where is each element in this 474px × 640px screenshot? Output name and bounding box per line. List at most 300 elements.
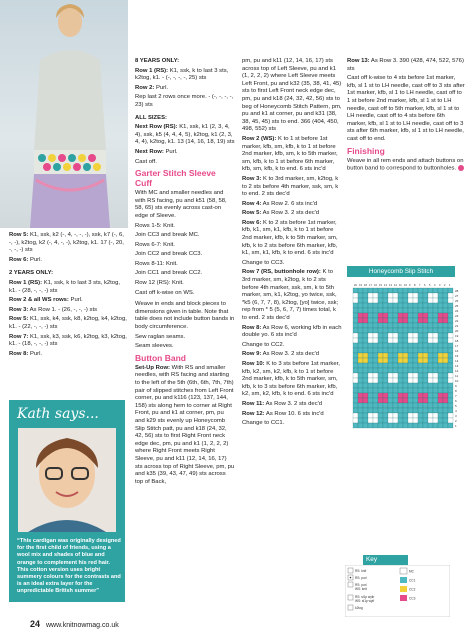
row-number: 1	[455, 424, 457, 428]
chart-cell	[353, 408, 358, 413]
chart-cell	[438, 393, 443, 398]
chart-cell	[408, 298, 413, 303]
chart-cell	[423, 313, 428, 318]
chart-cell	[403, 423, 408, 428]
chart-cell	[403, 413, 408, 418]
chart-cell	[428, 298, 433, 303]
chart-cell	[428, 378, 433, 383]
chart-cell	[403, 403, 408, 408]
chart-cell	[383, 373, 388, 378]
chart-cell	[358, 343, 363, 348]
section-heading-cuff: Garter Stitch Sleeve Cuff	[135, 168, 216, 189]
chart-cell	[363, 308, 368, 313]
chart-cell	[423, 398, 428, 403]
instruction-line: Next Row (RS): K1, ssk, k1 (2, 3, 4, 4), ssk, k5 (4, 4, 4, 5), k2tog, k1 (2, 3, 4, 4), k2tog, k1. 13 (14, 16, 18, 19) sts	[135, 124, 235, 146]
chart-cell	[388, 368, 393, 373]
chart-cell	[418, 323, 423, 328]
chart-cell	[443, 288, 448, 293]
chart-cell	[353, 388, 358, 393]
chart-cell	[368, 318, 373, 323]
chart-cell	[363, 318, 368, 323]
chart-cell	[438, 413, 443, 418]
chart-cell	[378, 318, 383, 323]
row-number: 4	[455, 409, 457, 413]
column-number: 1	[449, 284, 451, 287]
chart-cell	[358, 288, 363, 293]
row-number: 26	[455, 299, 459, 303]
chart-cell	[443, 423, 448, 428]
chart-cell	[388, 423, 393, 428]
chart-cell	[438, 388, 443, 393]
row-number: 13	[455, 364, 459, 368]
key-label: RS: purl	[355, 583, 367, 587]
chart-cell	[423, 383, 428, 388]
chart-cell	[433, 368, 438, 373]
section-heading-band: Button Band	[135, 352, 186, 363]
cardigan-photo	[0, 0, 128, 228]
chart-cell	[403, 348, 408, 353]
chart-cell	[418, 308, 423, 313]
instruction-line: Row 5: As Row 3. 2 sts dec'd	[242, 210, 320, 217]
chart-cell	[373, 423, 378, 428]
chart-cell	[428, 308, 433, 313]
chart-cell	[388, 348, 393, 353]
chart-cell	[448, 408, 453, 413]
chart-cell	[433, 358, 438, 363]
chart-cell	[378, 323, 383, 328]
chart-cell	[408, 318, 413, 323]
chart-cell	[423, 403, 428, 408]
chart-cell	[433, 403, 438, 408]
chart-cell	[353, 298, 358, 303]
chart-cell	[418, 408, 423, 413]
row-13-line: Row 13: As Row 3. 390 (428, 474, 522, 576) sts	[347, 58, 464, 72]
chart-cell	[363, 373, 368, 378]
end-dot-icon	[458, 165, 464, 171]
chart-cell	[373, 298, 378, 303]
chart-cell	[443, 403, 448, 408]
chart-cell	[443, 338, 448, 343]
chart-cell	[358, 388, 363, 393]
chart-cell	[428, 398, 433, 403]
chart-cell	[383, 398, 388, 403]
chart-cell	[363, 423, 368, 428]
chart-cell	[418, 383, 423, 388]
chart-cell	[363, 368, 368, 373]
key-title: Key	[363, 555, 408, 565]
chart-cell	[448, 413, 453, 418]
chart-cell	[373, 343, 378, 348]
chart-cell	[368, 288, 373, 293]
chart-cell	[448, 293, 453, 298]
chart-cell	[408, 288, 413, 293]
chart-cell	[418, 333, 423, 338]
column-1	[9, 232, 127, 360]
chart-cell	[373, 393, 378, 398]
chart-cell	[368, 388, 373, 393]
instruction-line: Row 8: As Row 6, working kfb in each double yo. 6 sts inc'd	[242, 324, 342, 339]
cuff-line: Rows 1-5: Knit.	[135, 222, 175, 229]
chart-cell	[403, 408, 408, 413]
chart-cell	[423, 368, 428, 373]
chart-cell	[363, 383, 368, 388]
chart-cell	[443, 368, 448, 373]
chart-cell	[388, 383, 393, 388]
section-heading-finishing: Finishing	[347, 145, 385, 156]
chart-cell	[423, 358, 428, 363]
chart-cell	[443, 393, 448, 398]
row-number: 3	[455, 414, 457, 418]
chart-cell	[383, 343, 388, 348]
chart-cell	[423, 348, 428, 353]
chart-cell	[388, 378, 393, 383]
chart-cell	[358, 308, 363, 313]
chart-cell	[408, 333, 413, 338]
cuff-line: Row 12 (RS): Knit.	[135, 280, 184, 287]
chart-cell	[408, 358, 413, 363]
chart-cell	[358, 323, 363, 328]
chart-cell	[368, 303, 373, 308]
chart-cell	[433, 413, 438, 418]
chart-cell	[438, 303, 443, 308]
chart-cell	[383, 348, 388, 353]
column-number: 18	[364, 284, 367, 287]
chart-cell	[373, 338, 378, 343]
instruction-line: Change to CC2.	[242, 341, 285, 348]
chart-cell	[403, 358, 408, 363]
chart-cell	[418, 313, 423, 318]
chart-cell	[418, 393, 423, 398]
chart-cell	[393, 308, 398, 313]
chart-cell	[358, 348, 363, 353]
chart-cell	[433, 383, 438, 388]
chart-cell	[403, 378, 408, 383]
chart-cell	[363, 408, 368, 413]
chart-cell	[363, 378, 368, 383]
chart-cell	[393, 323, 398, 328]
chart-cell	[368, 398, 373, 403]
chart-cell	[428, 338, 433, 343]
chart-cell	[448, 403, 453, 408]
chart-cell	[418, 423, 423, 428]
chart-cell	[423, 318, 428, 323]
chart-cell	[413, 368, 418, 373]
chart-cell	[388, 418, 393, 423]
chart-cell	[353, 398, 358, 403]
chart-cell	[368, 333, 373, 338]
chart-cell	[403, 308, 408, 313]
chart-cell	[378, 338, 383, 343]
chart-cell	[408, 338, 413, 343]
chart-cell	[438, 418, 443, 423]
row-number: 24	[455, 309, 459, 313]
chart-cell	[423, 338, 428, 343]
key-label: RS: sl1p wyib	[355, 595, 375, 599]
chart-cell	[398, 398, 403, 403]
chart-cell	[418, 418, 423, 423]
instruction-line: Row 4: As Row 2. 6 sts inc'd	[242, 200, 318, 207]
cuff-line: Rows 8-11: Knit.	[135, 260, 178, 267]
chart-cell	[413, 318, 418, 323]
row-number: 15	[455, 354, 459, 358]
chart-cell	[433, 398, 438, 403]
chart-cell	[448, 423, 453, 428]
chart-cell	[413, 388, 418, 393]
chart-cell	[393, 403, 398, 408]
chart-cell	[423, 303, 428, 308]
chart-cell	[353, 373, 358, 378]
chart-cell	[413, 303, 418, 308]
chart-cell	[358, 403, 363, 408]
chart-cell	[428, 418, 433, 423]
chart-cell	[358, 358, 363, 363]
chart-cell	[373, 413, 378, 418]
key-label: CC2	[409, 587, 416, 592]
instruction-line: Row 9: As Row 3. 2 sts dec'd	[242, 351, 320, 358]
chart-cell	[383, 388, 388, 393]
chart-cell	[403, 313, 408, 318]
column-number: 19	[359, 284, 362, 287]
chart-cell	[368, 403, 373, 408]
chart-cell	[398, 348, 403, 353]
chart-cell	[383, 308, 388, 313]
chart-cell	[378, 303, 383, 308]
chart-cell	[413, 423, 418, 428]
chart-cell	[423, 363, 428, 368]
chart-cell	[428, 343, 433, 348]
chart-cell	[408, 368, 413, 373]
chart-cell	[433, 378, 438, 383]
chart-cell	[413, 328, 418, 333]
chart-cell	[398, 418, 403, 423]
chart-cell	[383, 353, 388, 358]
chart-cell	[393, 398, 398, 403]
chart-cell	[388, 308, 393, 313]
kath-title: Kath says...	[17, 406, 99, 422]
chart-cell	[428, 393, 433, 398]
chart-cell	[443, 313, 448, 318]
chart-cell	[388, 388, 393, 393]
chart-cell	[388, 333, 393, 338]
chart-cell	[388, 323, 393, 328]
chart-cell	[423, 288, 428, 293]
key-label: RS: purl	[355, 576, 367, 580]
chart-cell	[368, 298, 373, 303]
chart-cell	[408, 293, 413, 298]
chart-cell	[378, 423, 383, 428]
chart-cell	[393, 298, 398, 303]
chart-cell	[428, 328, 433, 333]
chart-cell	[443, 333, 448, 338]
website-url[interactable]: www.knitnowmag.co.uk	[45, 622, 119, 629]
finishing-text: Weave in all rem ends and attach buttons on button band to correspond to buttonholes.	[347, 157, 464, 172]
chart-cell	[373, 333, 378, 338]
chart-cell	[443, 343, 448, 348]
chart-cell	[408, 388, 413, 393]
chart-cell	[378, 373, 383, 378]
chart-cell	[438, 298, 443, 303]
chart-cell	[428, 333, 433, 338]
band-line: Set-Up Row: With RS and smaller needles, with RS facing and starting to the left of the 5th (6th, 6th, 7th, 7th) pair of slipped stitches from Left Front corner, pu and k116 (123, 137, 144, 158) sts along hem to corner at Right Front, pu and k1 at corner, pm, pu and k29 sts evenly up Honeycomb Slip Stitch patt, pu and k18 (24, 32, 42, 56) sts to first Right Front neck edge dec, pm, pu and k1 (1, 2, 2, 2) where Right Front meets Right Sleeve, pu and k11 (12, 14, 16, 17) sts across top of Right Sleeve, pm, pu and k35 (39, 43, 47, 49) sts across top of Back,	[135, 364, 235, 485]
key-label: RS: knit	[355, 569, 367, 573]
chart-cell	[388, 358, 393, 363]
chart-cell	[393, 328, 398, 333]
chart-cell	[413, 323, 418, 328]
instruction-line: Change to CC1.	[242, 420, 285, 427]
cuff-line: Rows 6-7: Knit.	[135, 241, 175, 248]
row-number: 19	[455, 334, 459, 338]
chart-cell	[433, 313, 438, 318]
chart-cell	[368, 423, 373, 428]
chart-cell	[423, 308, 428, 313]
chart-cell	[393, 358, 398, 363]
chart-cell	[358, 313, 363, 318]
instruction-line: Row 3: K to 3rd marker, sm, k2tog, k to 2 sts before 4th marker, ssk, sm, k to end. 2 sts dec'd	[242, 175, 339, 198]
chart-cell	[363, 358, 368, 363]
chart-cell	[438, 408, 443, 413]
chart-cell	[383, 423, 388, 428]
chart-cell	[353, 353, 358, 358]
instruction-line: Row 8: Purl.	[9, 350, 43, 357]
chart-cell	[353, 368, 358, 373]
chart-cell	[388, 318, 393, 323]
chart-cell	[428, 323, 433, 328]
chart-cell	[378, 388, 383, 393]
chart-cell	[448, 338, 453, 343]
chart-cell	[373, 418, 378, 423]
chart-cell	[438, 373, 443, 378]
instruction-line: Row 1 (RS): K1, ssk, k to last 3 sts, k2tog, k1. - (-, -, -, -, 25) sts	[135, 67, 229, 82]
chart-cell	[388, 303, 393, 308]
chart-cell	[423, 293, 428, 298]
chart-cell	[438, 293, 443, 298]
chart-cell	[418, 378, 423, 383]
chart-cell	[398, 373, 403, 378]
chart-cell	[353, 293, 358, 298]
chart-cell	[393, 313, 398, 318]
chart-cell	[368, 418, 373, 423]
row-number: 12	[455, 369, 459, 373]
chart-cell	[443, 298, 448, 303]
column-number: 4	[434, 284, 436, 287]
chart-cell	[373, 348, 378, 353]
chart-cell	[443, 353, 448, 358]
row-number: 8	[455, 389, 457, 393]
chart-cell	[433, 343, 438, 348]
chart-cell	[373, 313, 378, 318]
chart-cell	[433, 423, 438, 428]
chart-cell	[418, 298, 423, 303]
column-number: 13	[389, 284, 392, 287]
chart-cell	[358, 378, 363, 383]
chart-cell	[408, 328, 413, 333]
chart-cell	[438, 313, 443, 318]
chart-cell	[433, 388, 438, 393]
chart-cell	[398, 368, 403, 373]
chart-cell	[433, 328, 438, 333]
chart-cell	[378, 363, 383, 368]
chart-cell	[423, 418, 428, 423]
row-number: 14	[455, 359, 459, 363]
instruction-line: Row 11: As Row 3. 2 sts dec'd	[242, 400, 323, 407]
chart-cell	[363, 303, 368, 308]
chart-cell	[403, 293, 408, 298]
cuff-line: Sew raglan seams.	[135, 333, 186, 340]
chart-cell	[403, 383, 408, 388]
chart-cell	[448, 343, 453, 348]
chart-cell	[388, 398, 393, 403]
chart-cell	[428, 373, 433, 378]
chart-cell	[393, 378, 398, 383]
chart-cell	[413, 338, 418, 343]
chart-cell	[353, 313, 358, 318]
instruction-line: Row 6: K to 2 sts before 1st marker, kfb, k1, sm, k1, kfb, k to 1 st before 2nd marker, kfb, k to 5th marker, sm, kfb, k to 2 sts before 6th marker, kfb, k1, sm, k1, kfb, k to end. 6 sts inc'd	[242, 219, 338, 257]
chart-cell	[423, 323, 428, 328]
chart-cell	[393, 373, 398, 378]
chart-cell	[388, 403, 393, 408]
chart-cell	[393, 318, 398, 323]
chart-cell	[398, 413, 403, 418]
chart-cell	[408, 418, 413, 423]
key-label: CC3	[409, 596, 416, 601]
chart-cell	[438, 403, 443, 408]
instruction-line: Row 10: K to 3 sts before 1st marker, kfb, k2, sm, k2, kfb, k to 1 st before 2nd marker, kfb, k to 5th marker, sm, kfb, k to 3 sts before 6th marker, kfb, k2, sm, k2, kfb, k to end. 6 sts inc'd	[242, 360, 340, 398]
chart-cell	[378, 368, 383, 373]
column-number: 3	[439, 284, 441, 287]
row-number: 2	[455, 419, 457, 423]
chart-cell	[358, 408, 363, 413]
chart-cell	[403, 303, 408, 308]
chart-cell	[398, 303, 403, 308]
chart-cell	[373, 378, 378, 383]
chart-cell	[373, 363, 378, 368]
band-continued: pm, pu and k11 (12, 14, 16, 17) sts across top of Left Sleeve, pu and k1 (1, 2, 2, 2) where Left Sleeve meets Left Front, pu and k32 (35, 38, 41, 45) sts to first Left Front neck edge dec, pm, pu and k18 (24, 32, 42, 56) sts to beg of Honeycomb Stitch Pattern, pm, pu and k1 at corner, pu and k31 (38, 38, 45, 45) sts to end. 366 (404, 450, 498, 552) sts	[242, 58, 342, 133]
chart-cell	[383, 333, 388, 338]
chart-cell	[448, 298, 453, 303]
chart-cell	[388, 353, 393, 358]
chart-cell	[383, 418, 388, 423]
chart-cell	[363, 393, 368, 398]
chart-cell	[363, 348, 368, 353]
chart-cell	[433, 288, 438, 293]
chart-cell	[418, 338, 423, 343]
chart-cell	[383, 378, 388, 383]
chart-cell	[383, 363, 388, 368]
chart-cell	[433, 393, 438, 398]
chart-cell	[433, 363, 438, 368]
chart-cell	[353, 403, 358, 408]
chart-cell	[423, 388, 428, 393]
chart-cell	[428, 423, 433, 428]
chart-cell	[378, 288, 383, 293]
chart-cell	[423, 413, 428, 418]
chart-cell	[438, 343, 443, 348]
chart-cell	[448, 378, 453, 383]
chart-cell	[393, 333, 398, 338]
chart-cell	[378, 358, 383, 363]
chart-cell	[443, 413, 448, 418]
chart-cell	[383, 303, 388, 308]
row-number: 18	[455, 339, 459, 343]
chart-cell	[413, 308, 418, 313]
chart-cell	[393, 343, 398, 348]
chart-cell	[368, 348, 373, 353]
column-number: 12	[394, 284, 397, 287]
chart-cell	[363, 403, 368, 408]
chart-cell	[388, 413, 393, 418]
column-3	[242, 58, 342, 430]
chart-cell	[413, 288, 418, 293]
